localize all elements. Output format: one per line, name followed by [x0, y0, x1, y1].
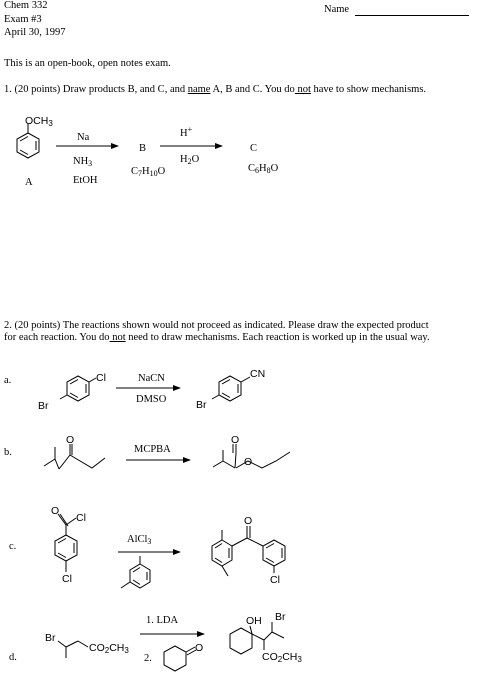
- question-2-line-2: for each reaction. You do not need to draw mechanisms. Each reaction is worked up in the usual way.: [4, 332, 430, 343]
- prod-d-ester: CO2CH3: [262, 651, 302, 664]
- reagent-etoh: EtOH: [73, 175, 98, 186]
- compound-c-label: C: [250, 143, 258, 154]
- formula-c: C6H8O: [248, 163, 279, 175]
- toluene-structure: [121, 556, 150, 588]
- reagent-alcl3: AlCl3: [127, 534, 152, 546]
- prod-b-ester-o: O: [244, 456, 253, 468]
- name-label: Name: [324, 4, 350, 15]
- reaction-d-label: d.: [9, 652, 17, 663]
- reaction-c-starting-material: [51, 505, 86, 585]
- compound-b-label: B: [139, 143, 147, 154]
- anisole-structure: [17, 115, 53, 158]
- question-2-line-1: 2. (20 points) The reactions shown would not proceed as indicated. Please draw the expected product: [4, 320, 429, 331]
- reagent-nacn: NaCN: [138, 373, 165, 384]
- reaction-b-label: b.: [4, 447, 12, 458]
- underlined-name: name: [187, 84, 211, 95]
- sm-c-acyl-chloride: Cl: [76, 512, 86, 524]
- reagent-h-plus: H+: [180, 125, 193, 139]
- intro-text: This is an open-book, open notes exam.: [4, 58, 171, 69]
- reagent-step-2: 2.: [144, 653, 152, 664]
- cyclohexanone-oxygen: O: [195, 642, 204, 654]
- reaction-d-starting-material: [45, 632, 129, 658]
- reagent-nh3: NH3: [73, 156, 93, 168]
- reaction-c-product: [212, 515, 285, 586]
- reaction-b-product: [213, 434, 290, 468]
- reaction-a-starting-material: [38, 372, 106, 412]
- reaction-b-starting-material: [44, 434, 105, 469]
- methoxy-label: OCH3: [25, 115, 53, 128]
- exam-date: April 30, 1997: [4, 27, 66, 38]
- compound-a-label: A: [25, 177, 33, 188]
- sm-a-bromo: Br: [38, 400, 49, 412]
- reagent-na: Na: [77, 132, 90, 143]
- sm-a-chloro: Cl: [96, 372, 106, 384]
- cyclohexanone-structure: [164, 642, 203, 671]
- prod-a-bromo: Br: [196, 399, 207, 411]
- reagent-mcpba: MCPBA: [134, 444, 171, 455]
- prod-a-cyano: CN: [250, 368, 266, 380]
- prod-d-bromo: Br: [275, 611, 286, 623]
- underlined-not-2: not: [109, 332, 126, 343]
- sm-d-bromo: Br: [45, 632, 56, 644]
- reaction-c-label: c.: [9, 541, 17, 552]
- reaction-a-label: a.: [4, 375, 12, 386]
- formula-b: C7H10O: [131, 166, 166, 178]
- question-1-text: 1. (20 points) Draw products B, and C, and name A, B and C. You do not have to show mechanisms.: [4, 84, 427, 95]
- reaction-d-product: [230, 611, 302, 664]
- sm-c-oxygen: O: [51, 505, 60, 517]
- reagent-dmso: DMSO: [136, 394, 167, 405]
- sm-d-ester: CO2CH3: [89, 642, 129, 655]
- sm-b-oxygen: O: [66, 434, 75, 446]
- prod-b-carbonyl-o: O: [231, 434, 240, 446]
- course-title: Chem 332: [4, 0, 48, 11]
- exam-number: Exam #3: [4, 14, 42, 25]
- prod-c-chloro: Cl: [270, 574, 280, 586]
- reagent-h2o: H2O: [180, 154, 200, 166]
- underlined-not: not: [294, 84, 311, 95]
- sm-c-aryl-chloride: Cl: [62, 573, 72, 585]
- prod-d-hydroxyl: OH: [246, 615, 262, 627]
- prod-c-oxygen: O: [244, 515, 253, 527]
- reagent-lda: 1. LDA: [146, 615, 179, 626]
- reaction-a-product: [196, 368, 265, 411]
